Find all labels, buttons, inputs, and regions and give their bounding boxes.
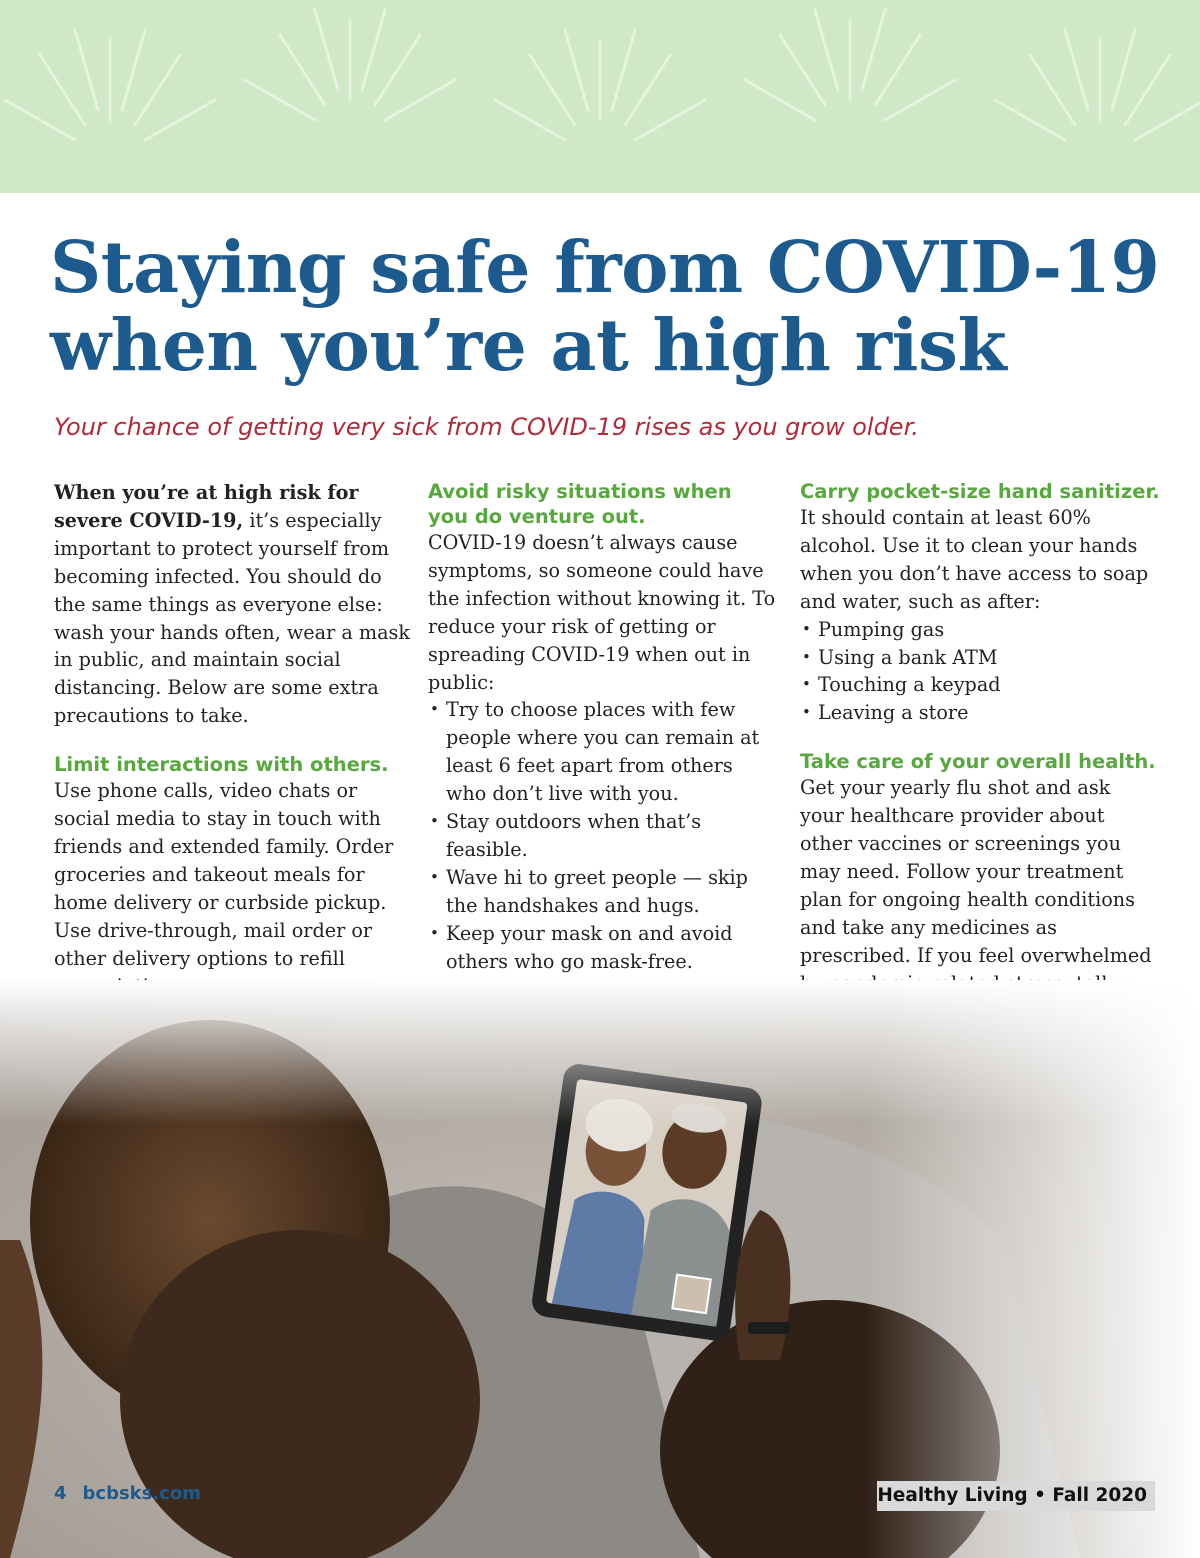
photo-illustration — [0, 980, 1200, 1558]
publication-label: Healthy Living • Fall 2020 — [877, 1481, 1155, 1511]
sanitizer-list — [800, 616, 1160, 728]
list-item: • Leaving a store — [800, 699, 1160, 727]
section-heading-hand-sanitizer: Carry pocket-size hand sanitizer. — [800, 480, 1160, 503]
section-heading-avoid-risky: Avoid risky situations when you do venture out. — [428, 480, 732, 528]
risky-situations-list — [428, 696, 778, 975]
page-number: 4 — [54, 1483, 67, 1504]
family-video-call-photo — [0, 980, 1200, 1558]
section-text-hand-sanitizer: It should contain at least 60% alcohol. Use it to clean your hands when you don’t have access to soap and water, such as after: — [800, 506, 1149, 613]
intro-paragraph — [54, 479, 414, 730]
section-text-limit-interactions: Use phone calls, video chats or social media to stay in touch with friends and extended family. Order groceries and takeout meals for home delivery or curbside pickup. Use drive-through, mail order or other delivery options to refill — [54, 779, 394, 970]
list-item: • Using a bank ATM — [800, 644, 1160, 672]
website-link[interactable]: bcbsks.com — [82, 1483, 201, 1504]
title-line-2: when you’re at high risk — [50, 303, 1007, 387]
section-heading-overall-health: Take care of your overall health. — [800, 750, 1156, 774]
list-item: • Stay outdoors when that’s feasible. — [428, 808, 778, 864]
decorative-top-band — [0, 0, 1200, 193]
intro-text: it’s especially important to protect yourself from becoming infected. You should do the same things as everyone else: wash your hands often, wear a mask in public, and maintain social distancing. Below are some extra precautions to take. — [54, 508, 410, 728]
list-item: • Wave hi to greet people — skip the handshakes and hugs. — [428, 864, 778, 920]
section-text-avoid-risky: COVID-19 doesn’t always cause symptoms, so someone could have the infection without knowing it. To reduce your risk of getting or spreading COVID-19 when out in public: — [428, 531, 776, 694]
list-item: • Try to choose places with few people where you can remain at least 6 feet apart from others who don’t live with you. — [428, 696, 778, 808]
health-text: Get your yearly flu shot and ask your healthcare provider about other vaccines or screenings you may need. Follow your treatment plan for ongoing health conditions and take any medicines as prescribed. If you feel overwhelmed — [800, 776, 1152, 967]
list-item: • Pumping gas — [800, 616, 1160, 644]
page-subtitle: Your chance of getting very sick from COVID-19 rises as you grow older. — [54, 413, 919, 441]
footer-left — [54, 1483, 201, 1504]
intro-bold: When you’re at high risk for severe COVID-19, — [54, 481, 359, 532]
sunburst-pattern — [0, 0, 1200, 193]
title-line-1: Staying safe from COVID-19 — [50, 225, 1160, 309]
list-item: • Touching a keypad — [800, 671, 1160, 699]
list-item: • Keep your mask on and avoid others who go mask-free. — [428, 920, 778, 976]
page-title — [50, 225, 1170, 387]
column-1 — [54, 479, 414, 1000]
section-heading-limit-interactions: Limit interactions with others. — [54, 753, 389, 777]
column-2 — [428, 479, 778, 976]
